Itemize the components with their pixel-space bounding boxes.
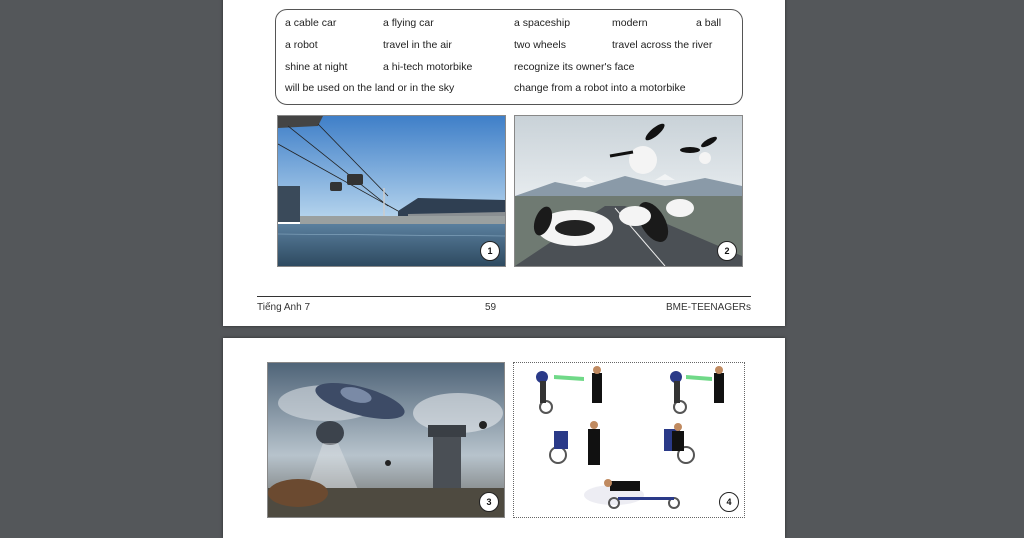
futuristic-vehicle-photo [514,115,743,267]
word-item: two wheels [514,39,566,51]
word-item: a cable car [285,17,337,29]
page-59 [223,0,785,326]
robot-wheelchair-illustration [514,363,744,517]
footer-book-title: Tiếng Anh 7 [257,302,311,313]
picture-number-badge: 2 [717,241,737,261]
robot-wheelchair-photo [513,362,745,518]
picture-number-badge: 1 [480,241,500,261]
footer-page-number: 59 [485,302,497,313]
word-item: a ball [696,17,722,29]
word-item: a hi-tech motorbike [383,61,473,73]
word-box [275,9,743,105]
footer-rule [257,296,751,297]
word-item: travel across the river [612,39,713,51]
page-60 [223,338,785,538]
cable-car-illustration [278,116,505,266]
word-item: will be used on the land or in the sky [285,82,455,94]
word-item: shine at night [285,61,348,73]
flying-saucer-photo [267,362,505,518]
picture-number-badge: 4 [719,492,739,512]
word-item: change from a robot into a motorbike [514,82,686,94]
word-item: a spaceship [514,17,571,29]
cable-car-photo [277,115,506,267]
word-item: a robot [285,39,318,51]
word-item: travel in the air [383,39,452,51]
word-item: a flying car [383,17,434,29]
flying-saucer-illustration [268,363,504,517]
futuristic-vehicle-illustration [515,116,742,266]
picture-number-badge: 3 [479,492,499,512]
word-item: recognize its owner's face [514,61,635,73]
word-item: modern [612,17,648,29]
footer-publisher: BME-TEENAGERs [665,302,751,313]
